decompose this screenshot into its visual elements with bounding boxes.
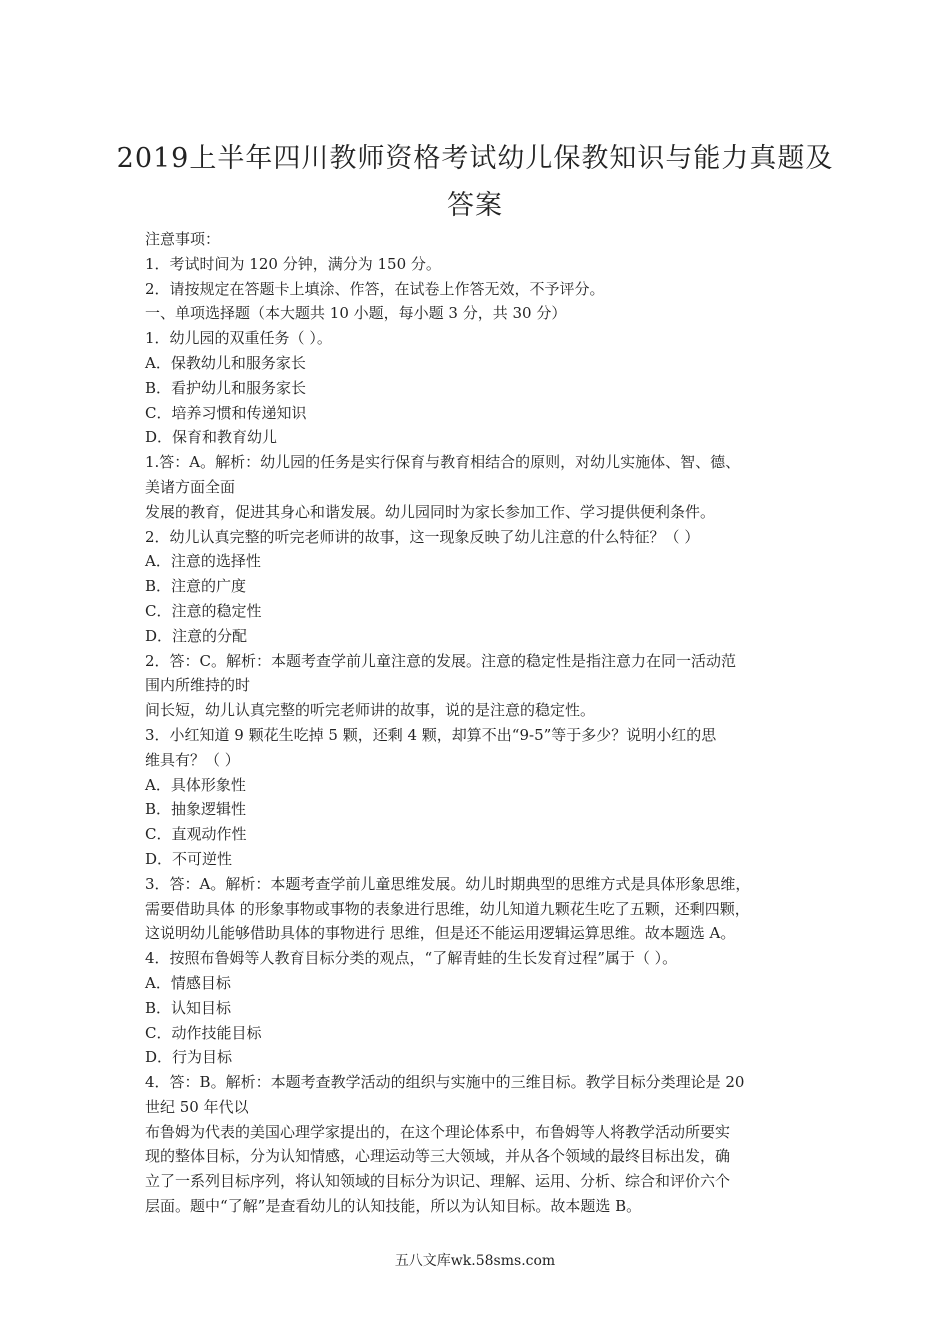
answer-text: 4．答：B。解析：本题考查教学活动的组织与实施中的三维目标。教学目标分类理论是 20 [145, 1073, 745, 1092]
text-line: 1．考试时间为 120 分钟，满分为 150 分。 [145, 254, 441, 273]
option: A．注意的选择性 [145, 552, 261, 571]
option: B．认知目标 [145, 998, 232, 1017]
answer-text: 需要借助具体 的形象事物或事物的表象进行思维，幼儿知道九颗花生吃了五颗，还剩四颗， [145, 899, 750, 918]
option: D．保育和教育幼儿 [145, 428, 278, 447]
option: D．行为目标 [145, 1048, 233, 1067]
answer-text: 2．答：C。解析：本题考查学前儿童注意的发展。注意的稳定性是指注意力在同一活动范 [145, 651, 737, 670]
question-stem: 1．幼儿园的双重任务（ ）。 [145, 329, 332, 348]
question-stem: 3．小红知道 9 颗花生吃掉 5 颗，还剩 4 颗，却算不出“9-5”等于多少？说明小红的思 [145, 725, 717, 744]
answer-text: 围内所维持的时 [145, 676, 251, 695]
text-line: 2．请按规定在答题卡上填涂、作答，在试卷上作答无效，不予评分。 [145, 279, 605, 298]
page-footer: 五八文库wk.58sms.com [394, 1253, 556, 1269]
option: D．不可逆性 [145, 849, 233, 868]
option: C．直观动作性 [145, 825, 247, 844]
answer-text: 这说明幼儿能够借助具体的事物进行 思维，但是还不能运用逻辑运算思维。故本题选 A。 [145, 924, 736, 943]
option: B．抽象逻辑性 [145, 800, 247, 819]
document-body [145, 227, 825, 1219]
option: A．情感目标 [145, 973, 231, 992]
option: C．培养习惯和传递知识 [145, 403, 307, 422]
answer-text: 3．答：A。解析：本题考查学前儿童思维发展。幼儿时期典型的思维方式是具体形象思维， [145, 874, 751, 893]
text-line: 注意事项： [145, 230, 221, 248]
answer-text: 布鲁姆为代表的美国心理学家提出的，在这个理论体系中，布鲁姆等人将教学活动所要实 [145, 1122, 731, 1141]
answer-text: 现的整体目标，分为认知情感，心理运动等三大领域，并从各个领域的最终目标出发，确 [145, 1147, 731, 1166]
option: D．注意的分配 [145, 626, 248, 645]
question-stem: 维具有？（ ） [145, 750, 240, 769]
answer-text: 美诸方面全面 [145, 477, 236, 496]
question-stem: 2．幼儿认真完整的听完老师讲的故事，这一现象反映了幼儿注意的什么特征？（ ） [145, 527, 700, 546]
option: C．动作技能目标 [145, 1023, 262, 1042]
answer-text: 1.答：A。解析：幼儿园的任务是实行保育与教育相结合的原则，对幼儿实施体、智、德、 [145, 453, 741, 472]
question-stem: 4．按照布鲁姆等人教育目标分类的观点，“了解青蛙的生长发育过程”属于（ ）。 [145, 949, 678, 968]
document-title-line-2: 答案 [447, 190, 503, 221]
option: A．保教幼儿和服务家长 [145, 353, 306, 372]
document-title-line-1: 2019上半年四川教师资格考试幼儿保教知识与能力真题及 [116, 143, 834, 174]
section-heading: 一、单项选择题（本大题共 10 小题，每小题 3 分，共 30 分） [145, 304, 567, 323]
option: C．注意的稳定性 [145, 601, 262, 620]
answer-text: 发展的教育，促进其身心和谐发展。幼儿园同时为家长参加工作、学习提供便利条件。 [145, 502, 716, 521]
answer-text: 立了一系列目标序列，将认知领域的目标分为识记、理解、运用、分析、综合和评价六个 [145, 1172, 731, 1191]
option: B．注意的广度 [145, 577, 247, 596]
option: B．看护幼儿和服务家长 [145, 378, 307, 397]
option: A．具体形象性 [145, 775, 246, 794]
answer-text: 层面。题中“了解”是查看幼儿的认知技能，所以为认知目标。故本题选 B。 [145, 1197, 642, 1216]
answer-text: 间长短，幼儿认真完整的听完老师讲的故事，说的是注意的稳定性。 [145, 701, 596, 720]
answer-text: 世纪 50 年代以 [145, 1097, 249, 1116]
